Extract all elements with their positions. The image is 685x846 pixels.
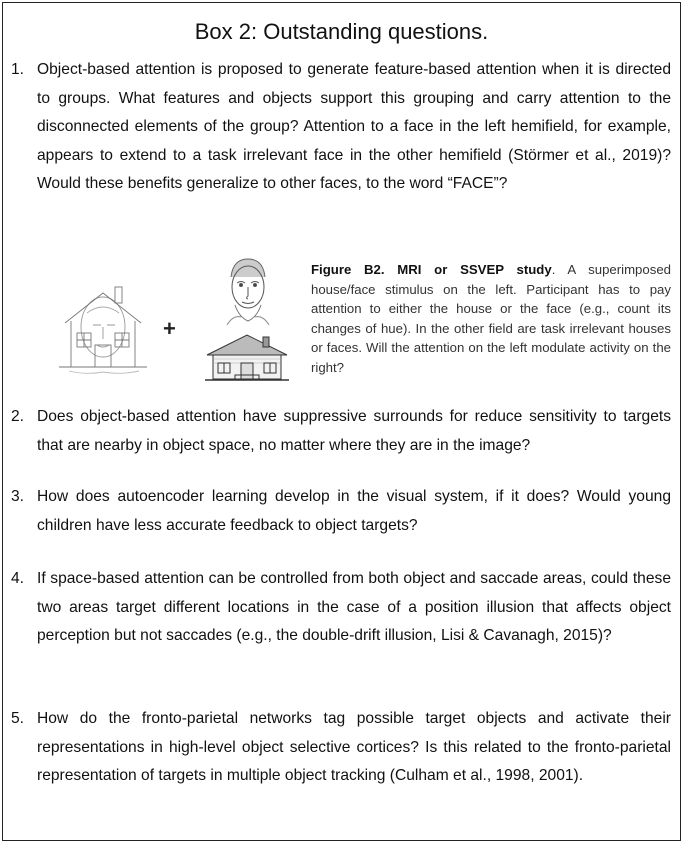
question-number: 4. [11,570,25,587]
question-text: Object-based attention is proposed to generate feature-based attention when it is directed to groups. What features and objects support this grouping and carry attention to the disconnected elements of the group? Attention to a face in the left hemifield, for example, appears to extend to a task irrelevant face in the other hemifield (Störmer et al., 2019)? Would these benefits generalize to other faces, to the word “FACE”? [37,61,671,192]
question-item [11,483,671,540]
question-text: If space-based attention can be controlled from both object and saccade areas, could these two areas target different locations in the case of a position illusion that affects object perception but not saccades (e.g., the double-drift illusion, Lisi & Cavanagh, 2015)? [37,570,671,644]
house-face-overlay-icon [55,275,151,383]
figure-caption-title: Figure B2. MRI or SSVEP study [311,262,552,277]
plus-sign: + [163,316,176,341]
question-text: Does object-based attention have suppressive surrounds for reduce sensitivity to targets that are nearby in object space, no matter where they are in the image? [37,408,671,454]
figure-caption-text: . A superimposed house/face stimulus on the left. Participant has to pay attention to either the house or the face (e.g., count its changes of hue). In the other field are task irrelevant houses or faces. Will the attention on the left modulate activity on the right? [311,262,671,375]
question-number: 2. [11,408,25,425]
question-text: How do the fronto-parietal networks tag possible target objects and activate their representations in high-level object selective cortices? Is this related to the fronto-parietal representation of targets in multiple object tracking (Culham et al., 1998, 2001). [37,710,671,784]
figure-b2 [3,253,680,388]
question-item [11,705,671,791]
question-text: How does autoencoder learning develop in the visual system, if it does? Would young children have less accurate feedback to object targets? [37,488,671,534]
box-title: Box 2: Outstanding questions. [194,19,489,44]
figure-caption [311,260,671,377]
question-item [11,565,671,651]
outstanding-questions-box [2,2,681,841]
question-number: 5. [11,710,25,727]
question-item [11,56,671,199]
question-number: 3. [11,488,25,505]
face-icon [217,255,279,325]
house-icon [205,333,289,383]
question-number: 1. [11,61,25,78]
question-item [11,403,671,460]
